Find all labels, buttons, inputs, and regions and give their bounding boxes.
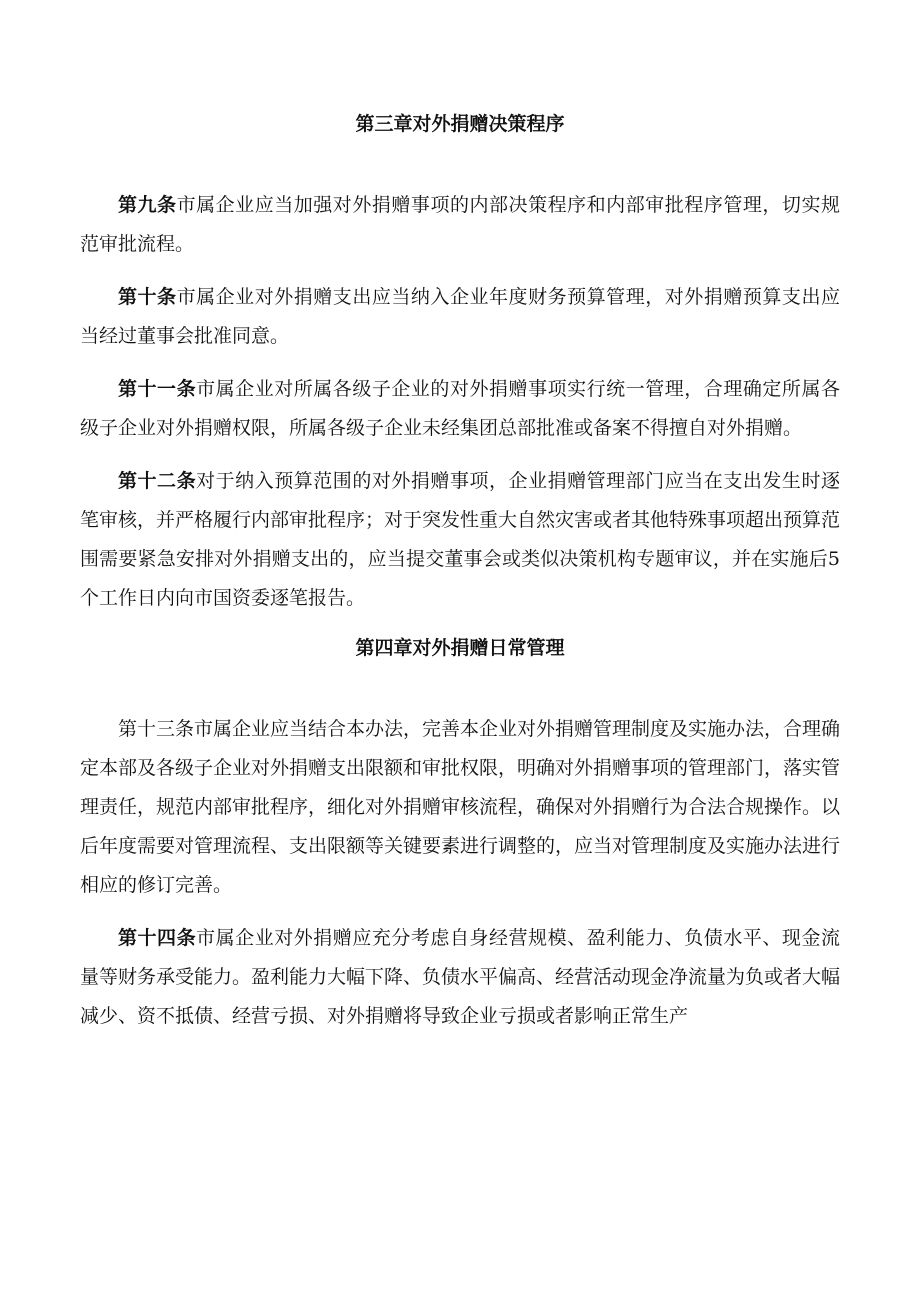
article-9-text: 市属企业应当加强对外捐赠事项的内部决策程序和内部审批程序管理，切实规范审批流程。 [80, 194, 840, 255]
article-10-text: 市属企业对外捐赠支出应当纳入企业年度财务预算管理，对外捐赠预算支出应当经过董事会批准同意。 [80, 286, 840, 347]
article-14 [80, 919, 840, 1036]
article-12-number: 第十二条 [118, 470, 197, 492]
chapter-4-heading: 第四章对外捐赠日常管理 [355, 637, 565, 659]
article-12-text: 对于纳入预算范围的对外捐赠事项，企业捐赠管理部门应当在支出发生时逐笔审核，并严格履行内部审批程序；对于突发性重大自然灾害或者其他特殊事项超出预算范围需要紧急安排对外捐赠支出的，应当提交董事会或类似决策机构专题审议，并在实施后5个工作日内向市国资委逐笔报告。 [80, 470, 841, 609]
article-10-number: 第十条 [118, 286, 177, 308]
article-9 [80, 186, 840, 264]
article-10 [80, 278, 840, 356]
article-14-number: 第十四条 [118, 927, 197, 949]
article-11 [80, 370, 840, 448]
article-14-text: 市属企业对外捐赠应充分考虑自身经营规模、盈利能力、负债水平、现金流量等财务承受能力。盈利能力大幅下降、负债水平偏高、经营活动现金净流量为负或者大幅减少、资不抵债、经营亏损、对外捐赠将导致企业亏损或者影响正常生产 [80, 927, 841, 1027]
article-12 [80, 462, 840, 618]
article-13 [80, 710, 840, 905]
article-13-text: 第十三条市属企业应当结合本办法，完善本企业对外捐赠管理制度及实施办法，合理确定本部及各级子企业对外捐赠支出限额和审批权限，明确对外捐赠事项的管理部门，落实管理责任，规范内部审批程序，细化对外捐赠审核流程，确保对外捐赠行为合法合规操作。以后年度需要对管理流程、支出限额等关键要素进行调整的，应当对管理制度及实施办法进行相应的修订完善。 [80, 718, 841, 896]
article-9-number: 第九条 [118, 194, 177, 216]
chapter-3-heading: 第三章对外捐赠决策程序 [355, 113, 565, 135]
document-body [80, 108, 840, 1050]
article-11-text: 市属企业对所属各级子企业的对外捐赠事项实行统一管理，合理确定所属各级子企业对外捐赠权限，所属各级子企业未经集团总部批准或备案不得擅自对外捐赠。 [80, 378, 840, 439]
article-11-number: 第十一条 [118, 378, 197, 400]
